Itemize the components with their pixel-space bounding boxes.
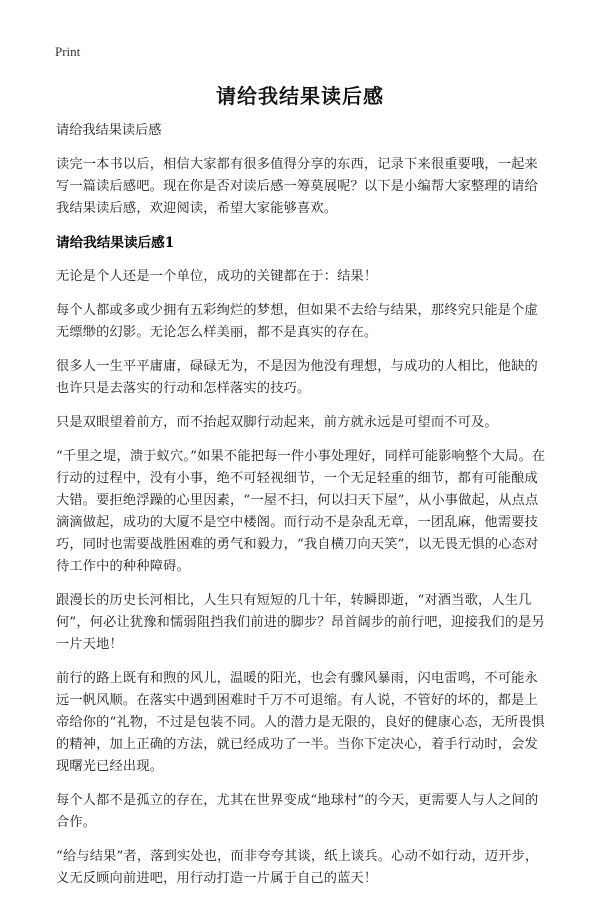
body-paragraph: 只是双眼望着前方，而不抬起双脚行动起来，前方就永远是可望而不可及。 (56, 415, 498, 430)
body-paragraph: “千里之堤，溃于蚁穴。”如果不能把每一件小事处理好，同样可能影响整个大局。在行动的过程中，没有小事，绝不可轻视细节，一个无足轻重的细节，都有可能酿成大错。要拒绝浮躁的心里因素，“一屋不扫，何以扫天下屋”，从小事做起，从点点滴滴做起，成功的大厦不是空中楼阁。而行动不是杂乱无章，一团乱麻，他需要技巧，同时也需要战胜困难的勇气和毅力，“我自横刀向天笑”，以无畏无惧的心态对待工作中的种种障碍。 (56, 449, 546, 574)
document-title: 请给我结果读后感 (216, 84, 384, 108)
body-paragraph: 每个人都不是孤立的存在，尤其在世界变成“地球村”的今天，更需要人与人之间的合作。 (56, 793, 539, 830)
body-paragraph: 很多人一生平平庸庸，碌碌无为，不是因为他没有理想，与成功的人相比，他缺的也许只是去落实的行动和怎样落实的技巧。 (56, 359, 538, 396)
document-body (56, 120, 550, 902)
section-heading: 请给我结果读后感1 (56, 235, 175, 251)
document-subtitle: 请给我结果读后感 (56, 123, 162, 138)
intro-paragraph: 读完一本书以后，相信大家都有很多值得分享的东西，记录下来很重要哦，一起来写一篇读后感吧。现在你是否对读后感一筹莫展呢？以下是小编帮大家整理的请给我结果读后感，欢迎阅读，希望大家能够喜欢。 (56, 157, 538, 216)
body-paragraph: “给与结果”者，落到实处也，而非夸夸其谈，纸上谈兵。心动不如行动，迈开步，义无反顾向前进吧，用行动打造一片属于自己的蓝天！ (56, 849, 539, 886)
print-label: Print (55, 44, 81, 59)
body-paragraph: 跟漫长的历史长河相比，人生只有短短的几十年，转瞬即逝，“对酒当歌，人生几何”，何必让犹豫和懦弱阻挡我们前进的脚步？昂首阔步的前行吧，迎接我们的是另一片天地！ (56, 593, 545, 652)
body-paragraph: 无论是个人还是一个单位，成功的关键都在于：结果！ (56, 269, 378, 284)
body-paragraph: 前行的路上既有和煦的风儿，温暖的阳光，也会有骤风暴雨，闪电雷鸣，不可能永远一帆风顺。在落实中遇到困难时千万不可退缩。有人说，不管好的坏的，都是上帝给你的“礼物，不过是包装不同。人的潜力是无限的，良好的健康心态，无所畏惧的精神，加上正确的方法，就已经成功了一半。当你下定决心，着手行动时，会发现曙光已经出现。 (56, 671, 545, 774)
body-paragraph: 每个人都或多或少拥有五彩绚烂的梦想，但如果不去给与结果，那终究只能是个虚无缥缈的幻影。无论怎么样美丽，都不是真实的存在。 (56, 303, 538, 340)
